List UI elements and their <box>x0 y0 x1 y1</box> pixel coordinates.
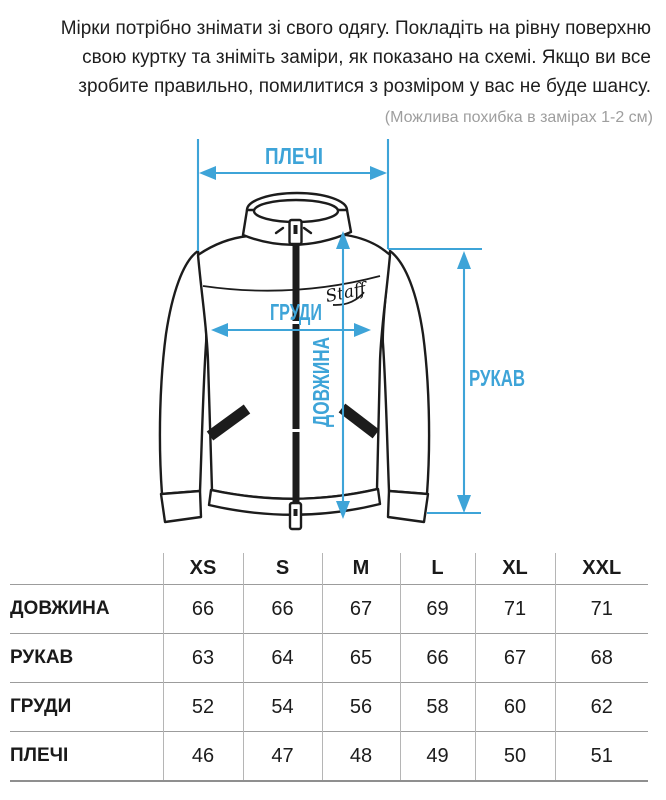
value-cell: 66 <box>163 585 243 634</box>
value-cell: 52 <box>163 683 243 732</box>
value-cell: 58 <box>400 683 475 732</box>
sleeve-label: РУКАВ <box>469 365 525 391</box>
size-guide-intro <box>0 0 666 101</box>
size-column-l: L <box>400 553 475 585</box>
value-cell: 56 <box>322 683 400 732</box>
size-table <box>10 553 648 782</box>
jacket-right-cuff <box>388 491 428 522</box>
value-cell: 64 <box>243 634 322 683</box>
table-row-shoulders <box>10 732 648 782</box>
shoulders-label: ПЛЕЧІ <box>265 143 323 169</box>
value-cell: 71 <box>475 585 555 634</box>
jacket-collar-opening <box>254 200 338 222</box>
size-column-m: M <box>322 553 400 585</box>
size-column-s: S <box>243 553 322 585</box>
size-column-xs: XS <box>163 553 243 585</box>
tolerance-note: (Можлива похибка в замірах 1-2 см) <box>384 109 653 126</box>
value-cell: 71 <box>555 585 648 634</box>
value-cell: 51 <box>555 732 648 782</box>
zipper-pull-bottom-hole <box>294 509 298 516</box>
value-cell: 65 <box>322 634 400 683</box>
value-cell: 66 <box>243 585 322 634</box>
size-column-xxl: XXL <box>555 553 648 585</box>
value-cell: 69 <box>400 585 475 634</box>
table-row-length <box>10 585 648 634</box>
row-label-length: ДОВЖИНА <box>10 585 163 634</box>
value-cell: 54 <box>243 683 322 732</box>
zipper-tape <box>293 242 300 504</box>
intro-line-1: Мірки потрібно знімати зі свого одягу. Покладіть на рівну поверхню <box>60 18 651 39</box>
row-label-chest: ГРУДИ <box>10 683 163 732</box>
value-cell: 62 <box>555 683 648 732</box>
brand-logo: Staff <box>323 279 368 308</box>
value-cell: 47 <box>243 732 322 782</box>
value-cell: 49 <box>400 732 475 782</box>
row-label-shoulders: ПЛЕЧІ <box>10 732 163 782</box>
zipper-slider-top-hole <box>294 225 298 234</box>
corner-cell <box>10 553 163 585</box>
table-row-chest <box>10 683 648 732</box>
value-cell: 60 <box>475 683 555 732</box>
sleeve-arrowhead-down <box>457 495 471 513</box>
value-cell: 48 <box>322 732 400 782</box>
jacket-left-sleeve <box>160 251 206 494</box>
size-table-header-row <box>10 553 648 585</box>
value-cell: 67 <box>475 634 555 683</box>
intro-line-3: зробите правильно, помилитися з розміром у вас не буде шансу. <box>78 76 651 97</box>
value-cell: 68 <box>555 634 648 683</box>
row-label-sleeve: РУКАВ <box>10 634 163 683</box>
sleeve-arrowhead-up <box>457 251 471 269</box>
jacket-right-sleeve <box>383 251 429 494</box>
value-cell: 67 <box>322 585 400 634</box>
zipper-notch-2 <box>293 429 300 432</box>
value-cell: 66 <box>400 634 475 683</box>
value-cell: 50 <box>475 732 555 782</box>
length-label: ДОВЖИНА <box>308 306 334 427</box>
value-cell: 63 <box>163 634 243 683</box>
chest-label: ГРУДИ <box>270 299 322 325</box>
intro-line-2: свою куртку та зніміть заміри, як показано на схемі. Якщо ви все <box>82 47 651 68</box>
size-column-xl: XL <box>475 553 555 585</box>
jacket-left-cuff <box>161 491 201 522</box>
table-row-sleeve <box>10 634 648 683</box>
jacket-measurement-diagram <box>0 137 666 551</box>
shoulders-arrowhead-left <box>199 166 216 180</box>
shoulders-arrowhead-right <box>370 166 387 180</box>
value-cell: 46 <box>163 732 243 782</box>
